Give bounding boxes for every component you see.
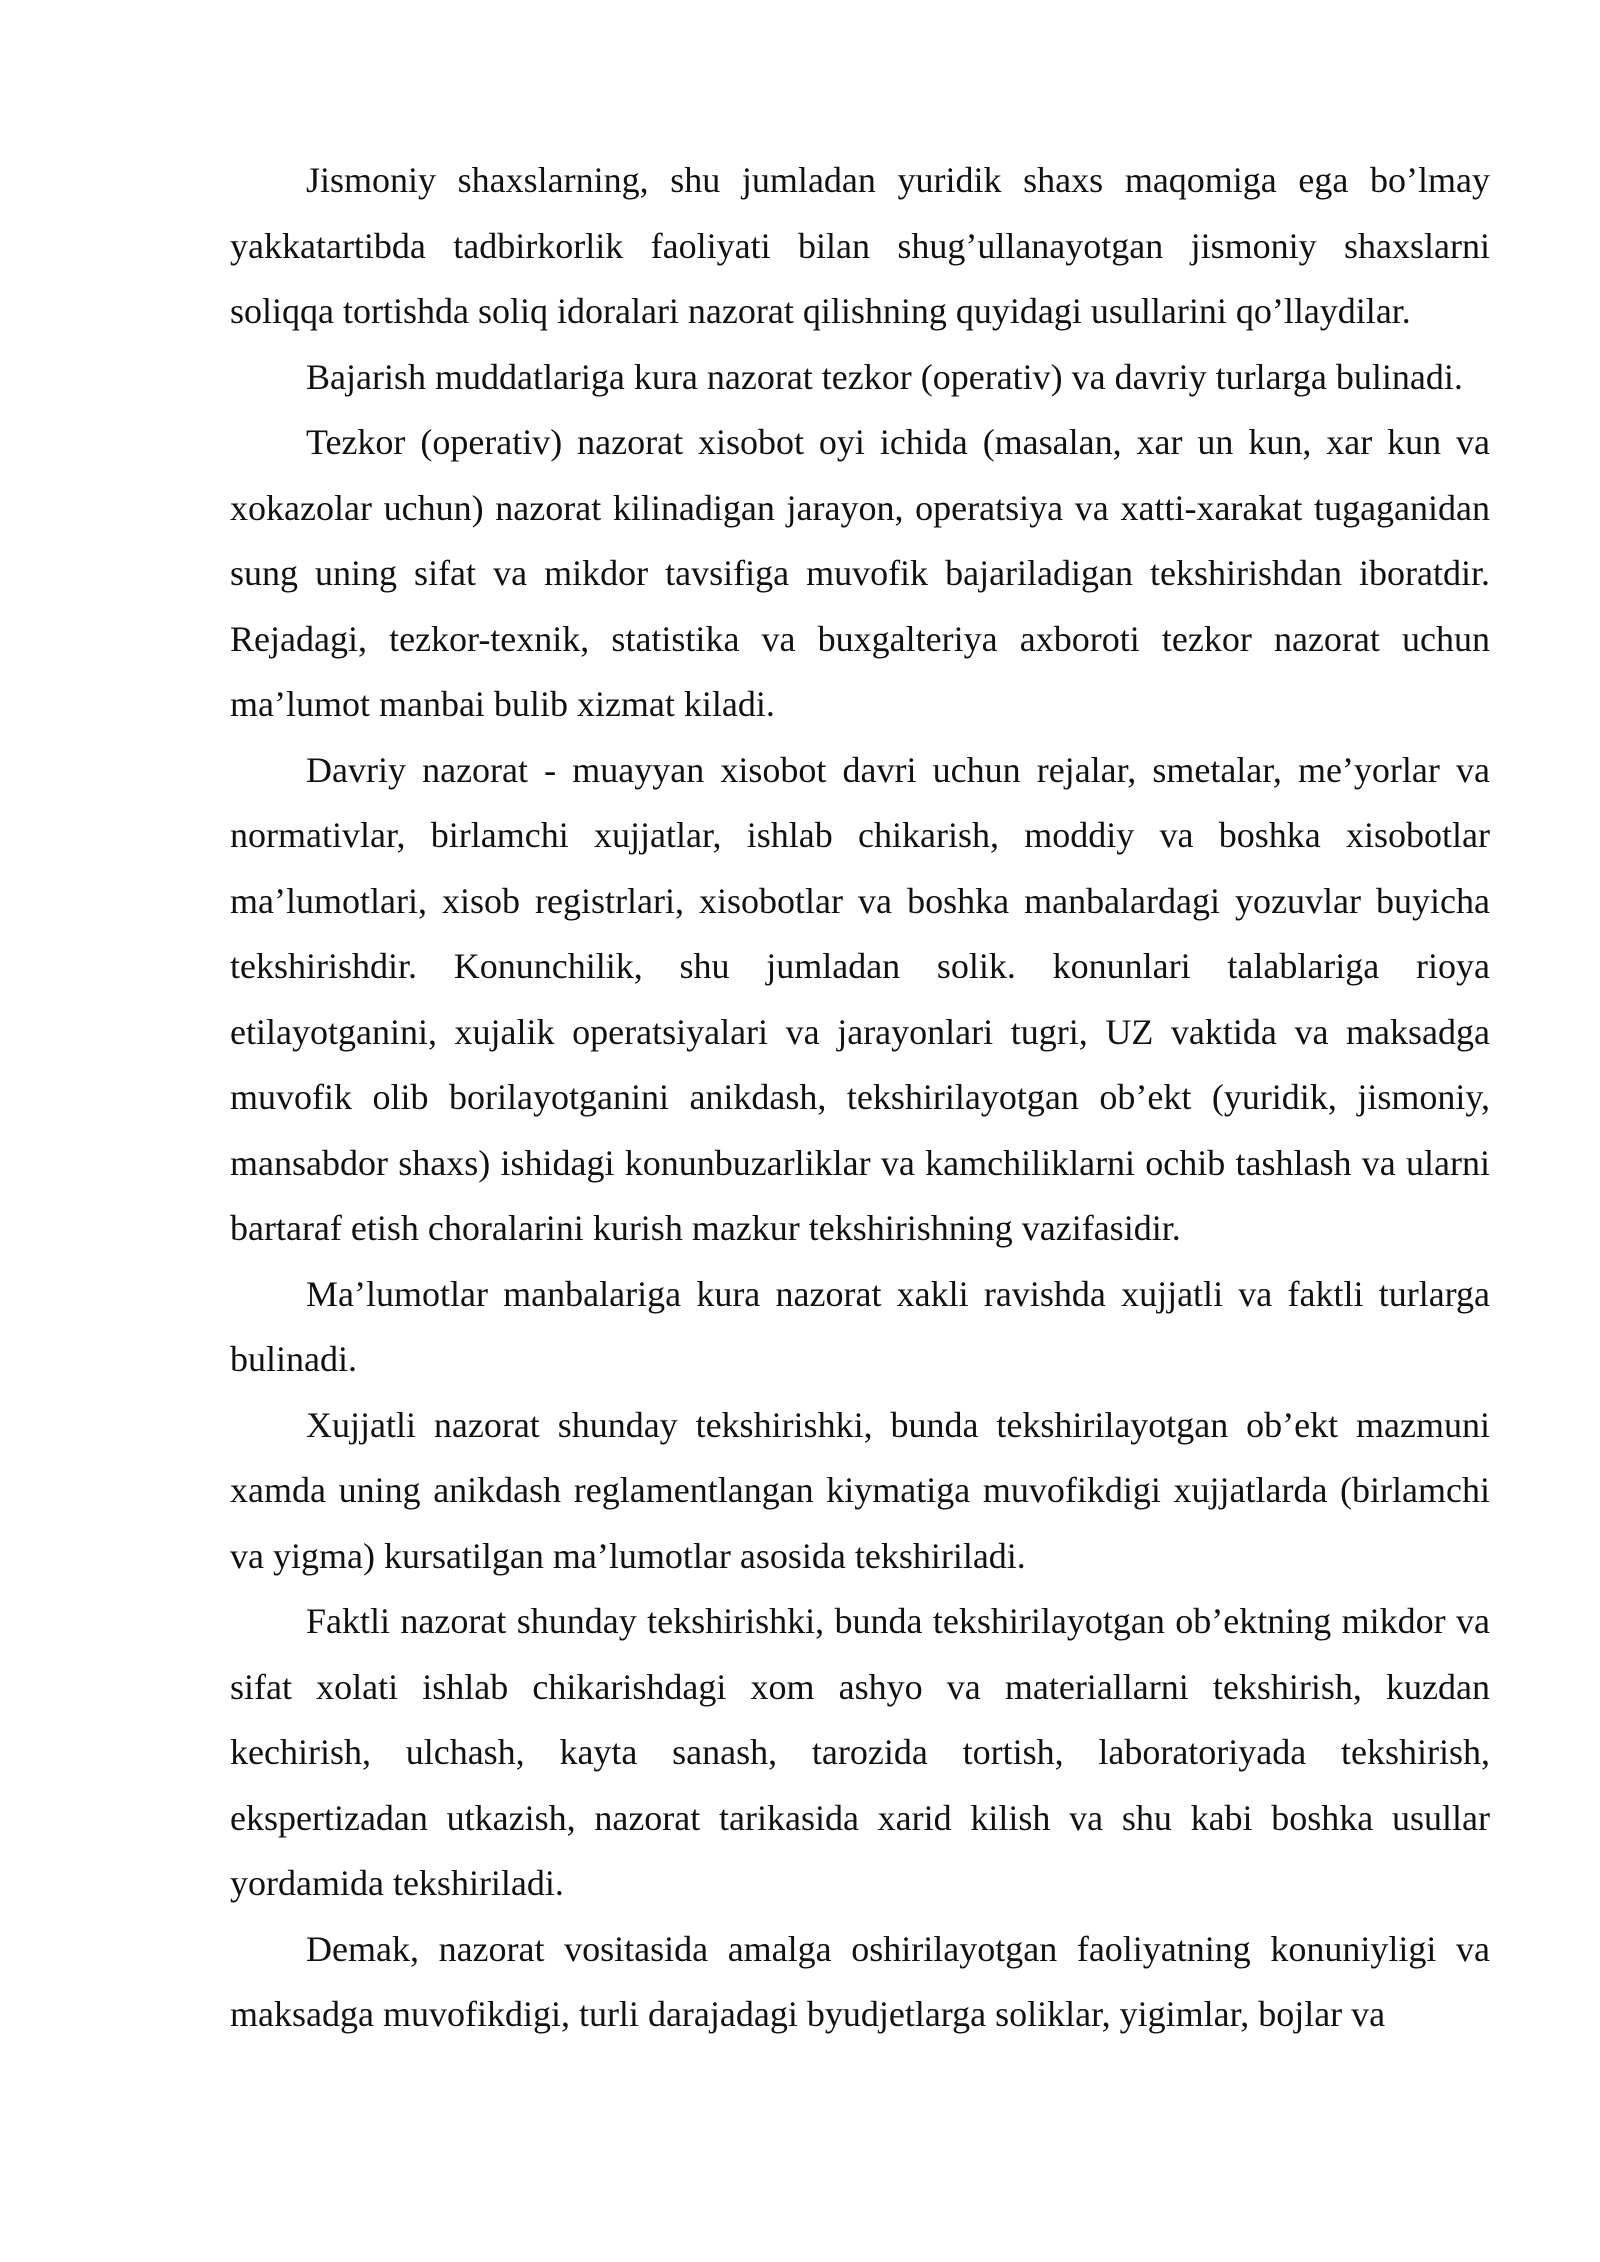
paragraph-6: Xujjatli nazorat shunday tekshirishki, bunda tekshirilayotgan ob’ekt mazmuni xamda uning anikdash reglamentlangan kiymatiga muvofikdigi xujjatlarda (birlamchi va yigma) kursatilgan ma’lumotlar asosida tekshiriladi. <box>230 1404 1490 1576</box>
paragraph-1: Jismoniy shaxslarning, shu jumladan yuridik shaxs maqomiga ega bo’lmay yakkatartibda tadbirkorlik faoliyati bilan shug’ullanayotgan jismoniy shaxslarni soliqqa tortishda soliq idoralari nazorat qilishning quyidagi usullarini qo’llaydilar. <box>230 160 1490 331</box>
paragraph-4: Davriy nazorat - muayyan xisobot davri uchun rejalar, smetalar, me’yorlar va normativlar, birlamchi xujjatlar, ishlab chikarish, moddiy va boshka xisobotlar ma’lumotlari, xisob registrlari, xisobotlar va boshka manbalardagi yozuvlar buyicha tekshirishdir. Konunchilik, shu jumladan solik. konunlari talablariga rioya etilayotganini, xujalik operatsiyalari va jarayonlari tugri, UZ vaktida va maksadga muvofik olib borilayotganini anikdash, tekshirilayotgan ob’ekt (yuridik, jismoniy, mansabdor shaxs) ishidagi konunbuzarliklar va kamchiliklarni ochib tashlash va ularni bartaraf etish choralarini kurish mazkur tekshirishning vazifasidir. <box>230 749 1490 1248</box>
paragraph-5: Ma’lumotlar manbalariga kura nazorat xakli ravishda xujjatli va faktli turlarga bulinadi. <box>230 1273 1490 1379</box>
paragraph-7: Faktli nazorat shunday tekshirishki, bunda tekshirilayotgan ob’ektning mikdor va sifat xolati ishlab chikarishdagi xom ashyo va materiallarni tekshirish, kuzdan kechirish, ulchash, kayta sanash, tarozida tortish, laboratoriyada tekshirish, ekspertizadan utkazish, nazorat tarikasida xarid kilish va shu kabi boshka usullar yordamida tekshiriladi. <box>230 1601 1490 1903</box>
paragraph-3: Tezkor (operativ) nazorat xisobot oyi ichida (masalan, xar un kun, xar kun va xokazolar uchun) nazorat kilinadigan jarayon, operatsiya va xatti-xarakat tugaganidan sung uning sifat va mikdor tavsifiga muvofik bajariladigan tekshirishdan iboratdir. Rejadagi, tezkor-texnik, statistika va buxgalteriya axboroti tezkor nazorat uchun ma’lumot manbai bulib xizmat kiladi. <box>230 422 1490 724</box>
paragraph-8: Demak, nazorat vositasida amalga oshirilayotgan faoliyatning konuniyligi va maksadga muvofikdigi, turli darajadagi byudjetlarga soliklar, yigimlar, bojlar va <box>230 1928 1490 2034</box>
paragraph-2: Bajarish muddatlariga kura nazorat tezkor (operativ) va davriy turlarga bulinadi. <box>306 356 1463 397</box>
document-body <box>230 148 1490 2048</box>
